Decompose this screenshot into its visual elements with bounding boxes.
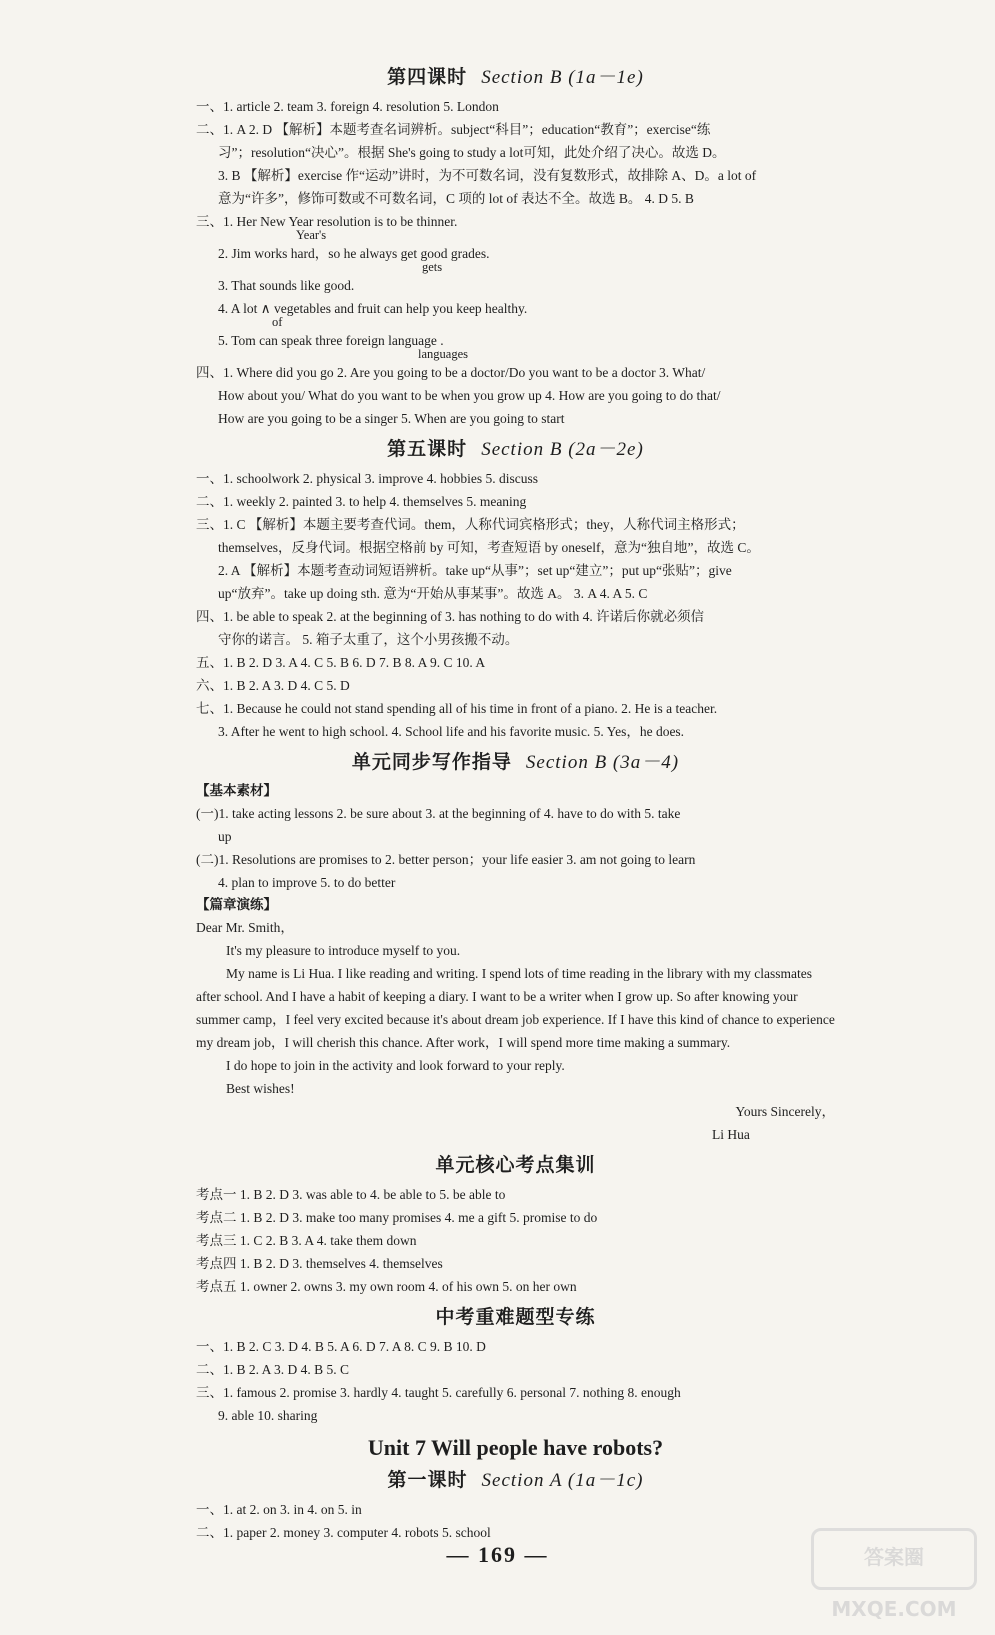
answer-line: 四、1. be able to speak 2. at the beginning of 3. has nothing to do with 4. 许诺后你就必须信	[196, 609, 705, 624]
answer-line: (一)1. take acting lessons 2. be sure about 3. at the beginning of 4. have to do with 5. take	[196, 806, 681, 821]
answer-line: 二、1. paper 2. money 3. computer 4. robots 5. school	[196, 1525, 491, 1540]
section-title: 单元同步写作指导 Section B (3a－4)	[351, 752, 680, 773]
answer-line: 五、1. B 2. D 3. A 4. C 5. B 6. D 7. B 8. A 9. C 10. A	[196, 655, 486, 670]
answer-line: 一、1. B 2. C 3. D 4. B 5. A 6. D 7. A 8. C 9. B 10. D	[196, 1339, 486, 1354]
answer-line: 一、1. schoolwork 2. physical 3. improve 4. hobbies 5. discuss	[196, 471, 538, 486]
answer-line: 一、1. article 2. team 3. foreign 4. resolution 5. London	[196, 99, 499, 114]
answer-line: 考点一 1. B 2. D 3. was able to 4. be able to 5. be able to	[196, 1187, 506, 1202]
correction-note: gets	[422, 260, 443, 274]
answer-line: 二、1. A 2. D 【解析】本题考查名词辨析。subject“科目”；education“教育”；exercise“练	[196, 122, 711, 137]
answer-line: 考点五 1. owner 2. owns 3. my own room 4. of his own 5. on her own	[196, 1279, 577, 1294]
answer-line: 三、1. famous 2. promise 3. hardly 4. taught 5. carefully 6. personal 7. nothing 8. enough	[196, 1385, 681, 1400]
answer-line: 5. Tom can speak three foreign language .	[218, 333, 444, 348]
letter-paragraph: My name is Li Hua. I like reading and writing. I spend lots of time reading in the library with my classmates after school. And I have a habit of keeping a diary. I want to be a writer when I grow up. So after knowing your summer camp，I feel very excited because it's about dream job experience. If I have this kind of chance to experience my dream job，I will cherish this chance. After work，I will spend more time making a summary.	[196, 966, 835, 1050]
answer-line: (二)1. Resolutions are promises to 2. better person；your life easier 3. am not going to learn	[196, 852, 696, 867]
answer-line: How about you/ What do you want to be when you grow up 4. How are you going to do that/	[218, 388, 721, 403]
correction-note: of	[272, 315, 283, 329]
answer-line: 3. That sounds like good.	[218, 278, 355, 293]
correction-note: languages	[418, 347, 468, 361]
letter-closing: Yours Sincerely，	[735, 1104, 835, 1119]
section-title: 中考重难题型专练	[435, 1307, 596, 1328]
section-title: 第四课时 Section B (1a－1e)	[387, 67, 644, 88]
unit-title: Unit 7 Will people have robots?	[367, 1435, 664, 1460]
answer-line: 3. B 【解析】exercise 作“运动”讲时，为不可数名词，没有复数形式，故排除 A、D。a lot of	[218, 168, 757, 183]
answer-line: 二、1. weekly 2. painted 3. to help 4. themselves 5. meaning	[196, 494, 527, 509]
answer-line: 考点二 1. B 2. D 3. make too many promises 4. me a gift 5. promise to do	[196, 1210, 598, 1225]
letter-greeting: Dear Mr. Smith，	[196, 920, 294, 935]
answer-line: 习”；resolution“决心”。根据 She's going to study a lot可知，此处介绍了决心。故选 D。	[218, 145, 726, 160]
answer-line: 意为“许多”，修饰可数或不可数名词，C 项的 lot of 表达不全。故选 B。 4. D 5. B	[218, 191, 694, 206]
letter-paragraph: It's my pleasure to introduce myself to you.	[226, 943, 461, 958]
answer-line: up	[218, 829, 232, 844]
answer-line: 考点三 1. C 2. B 3. A 4. take them down	[196, 1233, 417, 1248]
answer-line: 守你的诺言。 5. 箱子太重了，这个小男孩搬不动。	[218, 632, 519, 647]
answer-line: 一、1. at 2. on 3. in 4. on 5. in	[196, 1502, 362, 1517]
watermark-logo: 答案圈 MXQE.COM	[811, 1528, 977, 1590]
answer-line: 考点四 1. B 2. D 3. themselves 4. themselves	[196, 1256, 443, 1271]
answer-line: 三、1. Her New Year resolution is to be thinner.	[196, 214, 458, 229]
section-title: 第一课时 Section A (1a－1c)	[387, 1470, 644, 1491]
section-title: 单元核心考点集训	[435, 1155, 596, 1176]
answer-line: 9. able 10. sharing	[218, 1408, 318, 1423]
page-number: — 169 —	[446, 1542, 549, 1567]
answer-line: 二、1. B 2. A 3. D 4. B 5. C	[196, 1362, 350, 1377]
answer-line: 2. A 【解析】本题考查动词短语辨析。take up“从事”；set up“建立”；put up“张贴”；give	[218, 563, 732, 578]
answer-line: 2. Jim works hard，so he always get good grades.	[218, 246, 490, 261]
section-title: 第五课时 Section B (2a－2e)	[387, 439, 644, 460]
answer-line: 四、1. Where did you go 2. Are you going to be a doctor/Do you want to be a doctor 3. What/	[196, 365, 706, 380]
answer-line: up“放弃”。take up doing sth. 意为“开始从事某事”。故选 A。 3. A 4. A 5. C	[218, 586, 648, 601]
letter-paragraph: I do hope to join in the activity and look forward to your reply.	[226, 1058, 565, 1073]
answer-line: 六、1. B 2. A 3. D 4. C 5. D	[196, 678, 350, 693]
answer-line: 4. plan to improve 5. to do better	[218, 875, 396, 890]
subsection-label: 【基本素材】	[196, 783, 277, 798]
answer-line: themselves，反身代词。根据空格前 by 可知，考查短语 by oneself，意为“独自地”，故选 C。	[218, 540, 760, 555]
answer-line: 七、1. Because he could not stand spending all of his time in front of a piano. 2. He is a teacher.	[196, 701, 718, 716]
answer-line: 4. A lot ∧ vegetables and fruit can help you keep healthy.	[218, 301, 528, 316]
answer-line: 三、1. C 【解析】本题主要考查代词。them，人称代词宾格形式；they，人称代词主格形式；	[196, 517, 745, 532]
letter-signature: Li Hua	[712, 1127, 750, 1142]
subsection-label: 【篇章演练】	[196, 897, 277, 912]
answer-line: 3. After he went to high school. 4. School life and his favorite music. 5. Yes，he does.	[218, 724, 685, 739]
letter-paragraph: Best wishes!	[226, 1081, 295, 1096]
correction-note: Year's	[296, 228, 327, 242]
answer-line: How are you going to be a singer 5. When are you going to start	[218, 411, 565, 426]
